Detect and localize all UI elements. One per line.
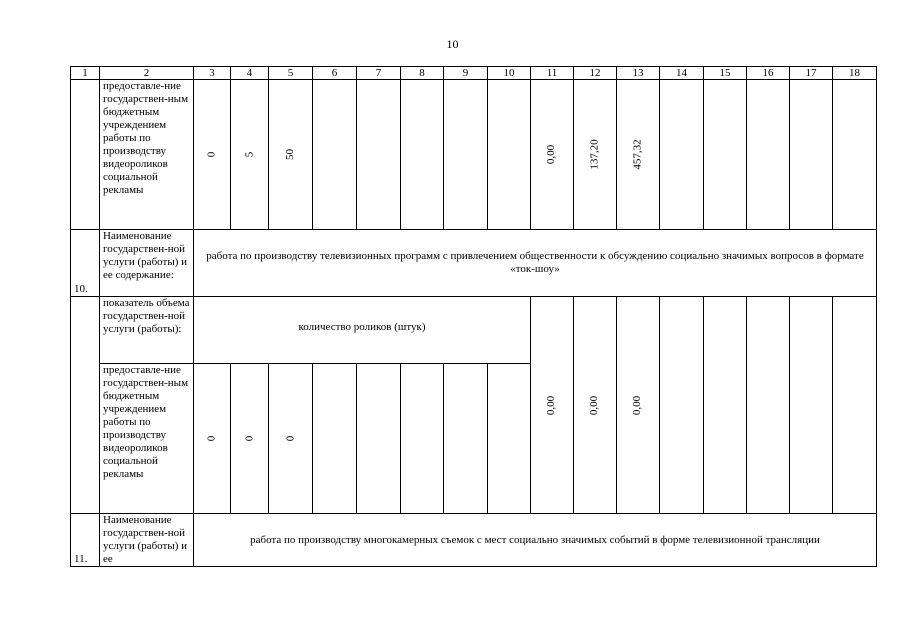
header-cell: 5: [269, 67, 313, 80]
empty-cell: [660, 80, 704, 230]
empty-cell: [660, 297, 704, 514]
empty-cell: [747, 80, 790, 230]
empty-cell: [444, 80, 488, 230]
value-text: 0,00: [631, 395, 644, 415]
value-text: 0,00: [545, 144, 558, 165]
empty-cell: [704, 80, 747, 230]
value-cell: [574, 80, 617, 230]
value-text: 0: [205, 151, 218, 158]
empty-cell: [357, 80, 401, 230]
budget-table: [70, 66, 877, 567]
value-text: 0: [243, 435, 255, 442]
table-row: [71, 297, 877, 364]
value-cell: [194, 80, 231, 230]
header-row: [71, 67, 877, 80]
empty-cell: [488, 80, 531, 230]
header-cell: 4: [231, 67, 269, 80]
header-cell: 1: [71, 67, 100, 80]
empty-cell: [704, 297, 747, 514]
header-cell: 17: [790, 67, 833, 80]
value-text: 0: [205, 435, 218, 442]
header-cell: 13: [617, 67, 660, 80]
page-number: 10: [446, 37, 459, 51]
table-row: [71, 230, 877, 297]
value-text: 5: [243, 151, 255, 158]
header-cell: 10: [488, 67, 531, 80]
table-row: [71, 80, 877, 230]
header-cell: 16: [747, 67, 790, 80]
header-cell: 11: [531, 67, 574, 80]
empty-cell: [401, 80, 444, 230]
value-text: 457,32: [631, 139, 644, 170]
header-cell: 9: [444, 67, 488, 80]
empty-cell: [747, 297, 790, 514]
empty-cell: [488, 364, 531, 514]
header-cell: 8: [401, 67, 444, 80]
value-cell: [617, 297, 660, 514]
header-cell: 7: [357, 67, 401, 80]
value-cell: [231, 80, 269, 230]
table-row: [71, 514, 877, 567]
empty-cell: [790, 80, 833, 230]
value-cell: [269, 364, 313, 514]
value-cell: [231, 364, 269, 514]
value-text: 50: [284, 149, 296, 160]
row-number-cell: [71, 80, 100, 230]
empty-cell: [833, 297, 877, 514]
row-number: 11.: [71, 514, 100, 567]
row-number: 10.: [71, 230, 100, 297]
empty-cell: [790, 297, 833, 514]
header-cell: 6: [313, 67, 357, 80]
service-description: работа по производству многокамерных съемок с мест социально значимых событий в форме телевизионной трансляции: [194, 514, 877, 567]
header-cell: 3: [194, 67, 231, 80]
empty-cell: [833, 80, 877, 230]
value-cell: [269, 80, 313, 230]
empty-cell: [357, 364, 401, 514]
value-cell: [531, 80, 574, 230]
row-label: предоставле-ние государствен-ным бюджетным учреждением работы по производству видеороликов социальной рекламы: [100, 364, 194, 514]
value-cell: [617, 80, 660, 230]
value-cell: [194, 364, 231, 514]
empty-cell: [401, 364, 444, 514]
value-cell: [574, 297, 617, 514]
row-label: предоставле-ние государствен-ным бюджетным учреждением работы по производству видеороликов социальной рекламы: [100, 80, 194, 230]
value-text: 0,00: [545, 395, 558, 415]
value-cell: [531, 297, 574, 514]
header-cell: 12: [574, 67, 617, 80]
value-text: 0,00: [588, 395, 601, 415]
empty-cell: [444, 364, 488, 514]
header-cell: 18: [833, 67, 877, 80]
header-cell: 14: [660, 67, 704, 80]
row-label: Наименование государствен-ной услуги (работы) и ее содержание:: [100, 230, 194, 297]
row-label: показатель объема государствен-ной услуги (работы):: [100, 297, 194, 364]
header-cell: 2: [100, 67, 194, 80]
empty-cell: [313, 364, 357, 514]
row-number-cell: [71, 297, 100, 514]
service-description: работа по производству телевизионных программ с привлечением общественности к обсуждению социально значимых вопросов в формате «ток-шоу»: [194, 230, 877, 297]
header-cell: 15: [704, 67, 747, 80]
row-label: Наименование государствен-ной услуги (работы) и ее: [100, 514, 194, 567]
value-text: 137,20: [588, 139, 601, 170]
value-text: 0: [284, 435, 296, 442]
indicator-description: количество роликов (штук): [194, 297, 531, 364]
empty-cell: [313, 80, 357, 230]
